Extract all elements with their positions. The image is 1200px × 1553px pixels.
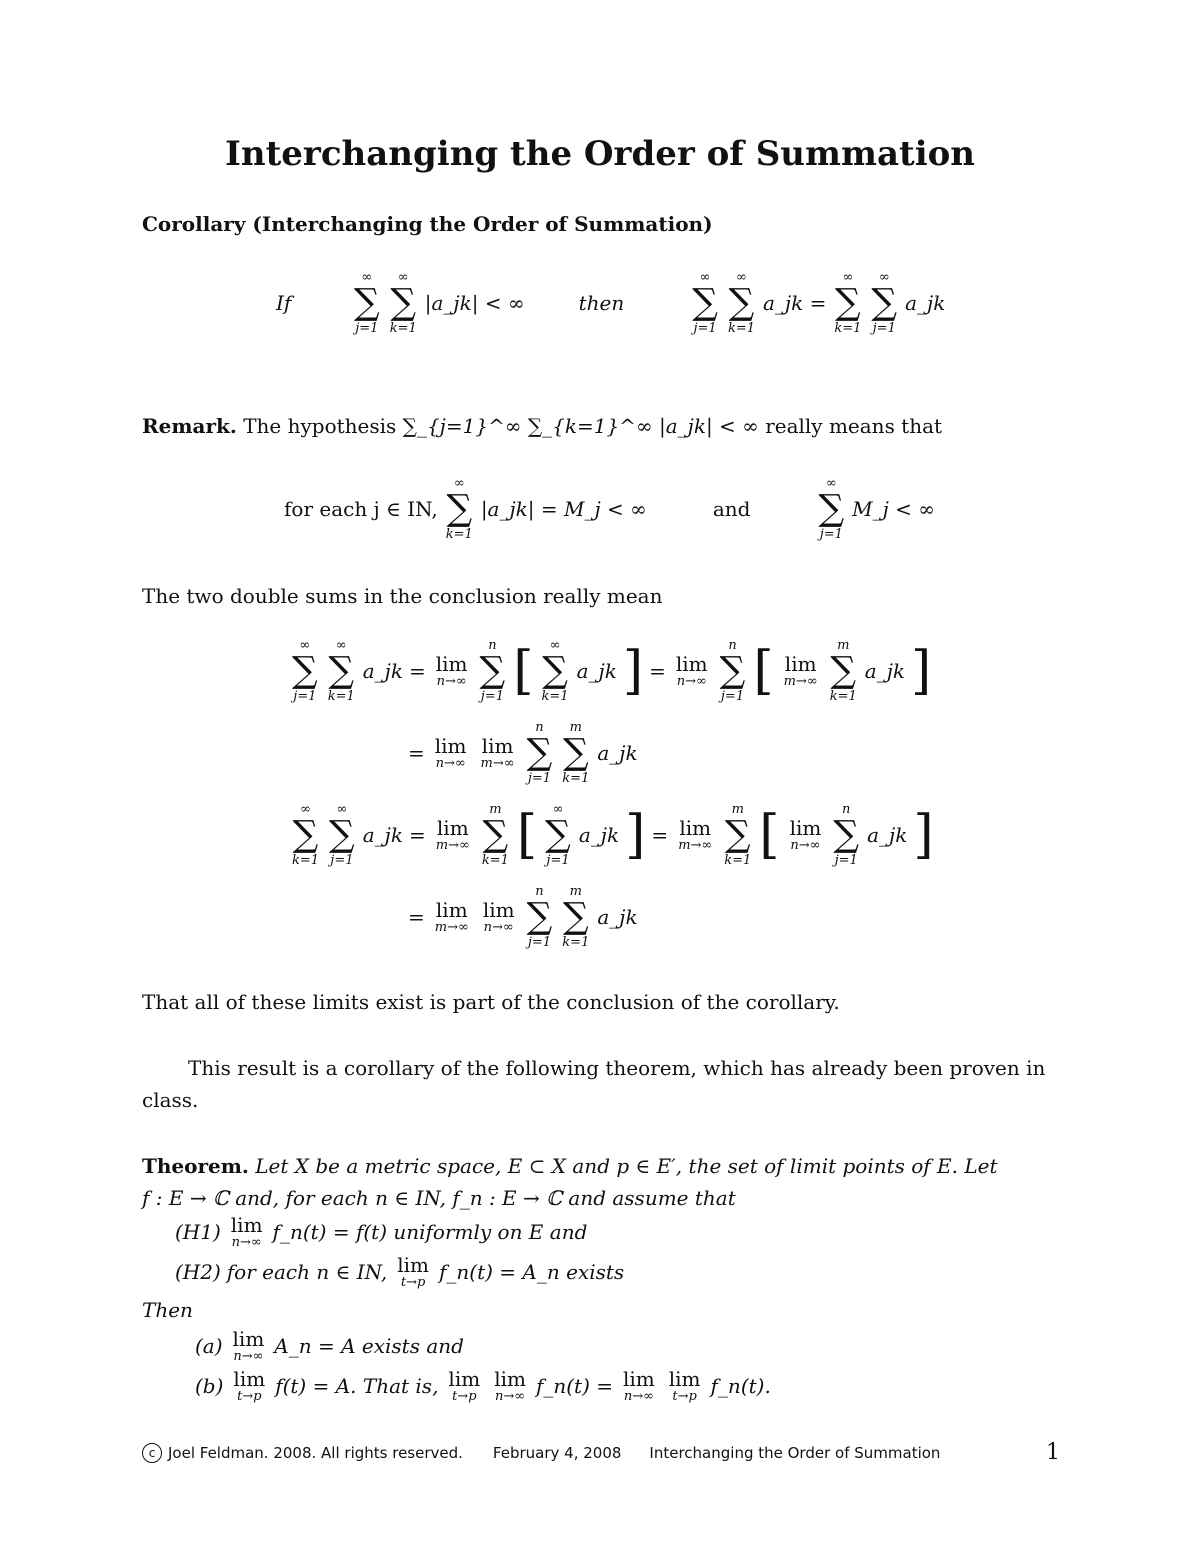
a-jk-term: a_jk [576,659,617,683]
a-jk-term: a_jk [867,823,908,847]
limit-operator: lim t→p [668,1367,701,1404]
footer-copyright: Joel Feldman. 2008. All rights reserved. [168,1443,463,1462]
sum-symbol: ∞ ∑ k=1 [445,476,473,542]
remark-term1: |a_jk| = M_j < ∞ [480,497,647,521]
equals-sign: = [409,823,426,847]
b-text-1: f(t) = A. That is, [275,1374,439,1398]
right-bracket: ] [913,805,934,865]
left-bracket: [ [759,805,780,865]
sum-symbol: n ∑ j=1 [479,638,506,704]
and-word: and [712,497,751,521]
limit-operator: lim t→p [233,1367,266,1404]
limit-operator: lim n→∞ [482,898,515,935]
theorem-text-1: Let X be a metric space, E ⊂ X and p ∈ E′, the set of limit points of E. Let [255,1154,998,1178]
limit-operator: lim m→∞ [435,816,470,853]
hypothesis-term: |a_jk| < ∞ [424,291,525,315]
b-label: (b) [195,1374,224,1398]
footer-doc-title: Interchanging the Order of Summation [649,1443,941,1462]
equals-sign: = [409,659,426,683]
copyright-icon: c [142,1443,162,1463]
footer-date: February 4, 2008 [492,1443,622,1462]
b-text-3: f_n(t). [710,1374,771,1398]
limit-operator: lim m→∞ [434,898,469,935]
sum-symbol: ∞ ∑ j=1 [692,270,718,336]
sum-symbol: ∞ ∑ k=1 [292,802,320,868]
remark-equation [284,476,935,542]
right-bracket: ] [622,641,644,701]
sum-symbol: ∞ ∑ k=1 [727,270,755,336]
conclusion-a [195,1328,464,1364]
sum-symbol: ∞ ∑ k=1 [327,638,355,704]
sum-symbol: n ∑ j=1 [833,802,860,868]
page-footer [142,1440,1060,1465]
remark-inline-formula: ∑_{j=1}^∞ ∑_{k=1}^∞ |a_jk| < ∞ [402,414,759,438]
h2-label: (H2) [175,1260,221,1284]
double-sums-intro: The two double sums in the conclusion really mean [142,584,663,608]
remark-text-before: The hypothesis [243,414,397,438]
hypothesis-h1 [175,1214,587,1250]
sum-symbol: ∞ ∑ j=1 [818,476,845,542]
a-jk-term: a_jk [578,823,620,847]
page-title: Interchanging the Order of Summation [224,134,976,174]
left-bracket: [ [753,641,774,701]
equals-sign: = [651,823,669,847]
display-equation-4 [408,884,638,950]
sum-symbol: m ∑ k=1 [829,638,857,704]
limit-operator: lim t→p [397,1253,429,1290]
theorem-then: Then [142,1298,193,1322]
display-equation-1 [290,638,931,704]
limits-statement: That all of these limits exist is part of the conclusion of the corollary. [142,990,840,1014]
equals-sign: = [649,659,666,683]
a-jk-term: a_jk [597,741,638,765]
h2-text: f_n(t) = A_n exists [439,1260,625,1284]
a-jk-term: a_jk [597,905,638,929]
conclusion-rhs: a_jk [905,291,946,315]
for-each-text: for each j ∈ IN, [284,497,438,521]
limit-operator: lim m→∞ [678,816,713,853]
limit-operator: lim n→∞ [494,1367,526,1404]
hypothesis-h2 [175,1254,624,1290]
b-text-2: f_n(t) = [535,1374,613,1398]
result-paragraph: This result is a corollary of the following theorem, which has already been proven in class. [142,1056,1046,1112]
corollary-heading: Corollary (Interchanging the Order of Summation) [142,212,713,236]
sum-symbol: ∞ ∑ k=1 [541,638,569,704]
sum-symbol: ∞ ∑ j=1 [545,802,571,868]
corollary-equation [276,270,945,336]
sum-symbol: m ∑ k=1 [481,802,509,868]
display-equation-3 [290,802,934,868]
equals-sign: = [408,741,425,765]
sum-symbol: ∞ ∑ k=1 [389,270,417,336]
h1-text: f_n(t) = f(t) uniformly on E and [272,1220,588,1244]
remark-text-after: really means that [765,414,943,438]
a-text: A_n = A exists and [274,1334,464,1358]
left-bracket: [ [513,641,534,701]
sum-symbol: n ∑ j=1 [526,884,553,950]
sum-symbol: ∞ ∑ j=1 [354,270,380,336]
sum-symbol: m ∑ k=1 [724,802,752,868]
conclusion-b [195,1368,771,1404]
then-word: then [578,291,625,315]
limit-operator: lim m→∞ [480,734,515,771]
sum-symbol: ∞ ∑ j=1 [871,270,898,336]
right-bracket: ] [911,641,932,701]
page-number: 1 [1046,1440,1060,1465]
limit-operator: lim n→∞ [675,652,708,689]
limit-operator: lim n→∞ [623,1367,655,1404]
sum-symbol: ∞ ∑ j=1 [329,802,355,868]
theorem-line-2: f : E → ℂ and, for each n ∈ IN, f_n : E → ℂ and assume that [142,1186,736,1210]
remark-label: Remark. [142,414,237,438]
sum-symbol: ∞ ∑ k=1 [834,270,862,336]
limit-operator: lim n→∞ [230,1213,263,1250]
sum-symbol: m ∑ k=1 [562,884,590,950]
remark-term2: M_j < ∞ [852,497,935,521]
limit-operator: lim m→∞ [783,652,818,689]
right-bracket: ] [625,805,646,865]
limit-operator: lim t→p [448,1367,481,1404]
a-jk-term: a_jk [362,659,403,683]
theorem-label: Theorem. [142,1154,249,1178]
remark-paragraph [142,410,942,442]
h1-label: (H1) [175,1220,221,1244]
h2-prefix: for each n ∈ IN, [226,1260,388,1284]
limit-operator: lim n→∞ [435,652,468,689]
equals-sign: = [408,905,425,929]
a-jk-term: a_jk [864,659,906,683]
if-word: If [276,291,292,315]
a-jk-term: a_jk [362,823,403,847]
display-equation-2 [408,720,638,786]
sum-symbol: n ∑ j=1 [526,720,553,786]
limit-operator: lim n→∞ [789,816,822,853]
sum-symbol: n ∑ j=1 [719,638,746,704]
sum-symbol: m ∑ k=1 [562,720,590,786]
theorem-line-1 [142,1150,1060,1182]
limit-operator: lim n→∞ [232,1327,265,1364]
conclusion-lhs: a_jk = [763,291,827,315]
limit-operator: lim n→∞ [434,734,467,771]
a-label: (a) [195,1334,223,1358]
left-bracket: [ [516,805,538,865]
sum-symbol: ∞ ∑ j=1 [292,638,318,704]
